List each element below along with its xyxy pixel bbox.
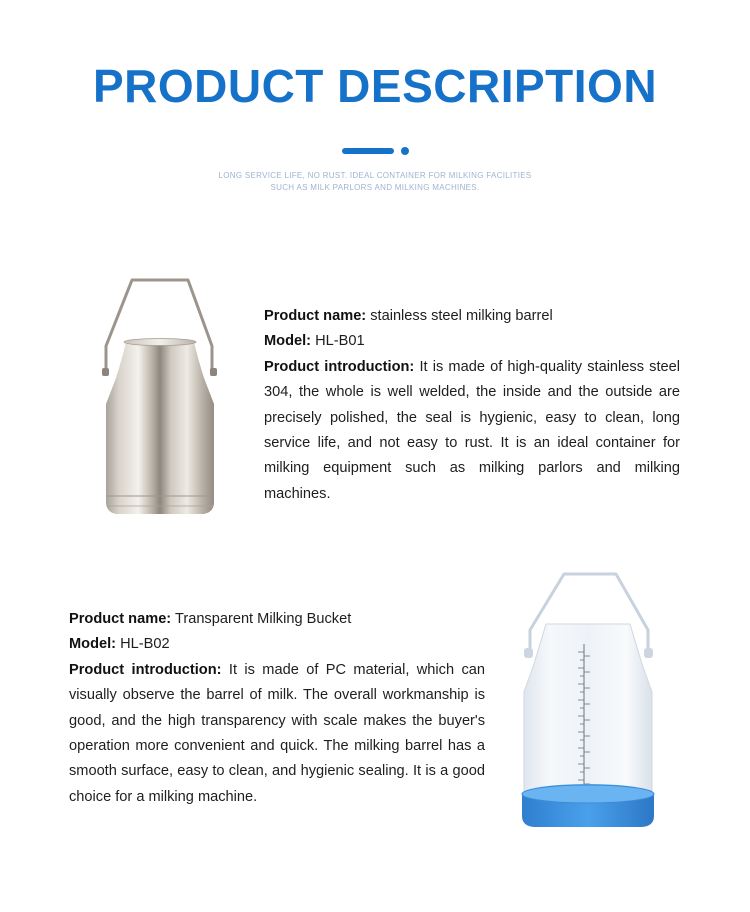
product-name-row	[264, 304, 680, 329]
introduction-row	[264, 355, 680, 507]
introduction-text: It is made of PC material, which can visually observe the barrel of milk. The overall workmanship is good, and the high transparency with scale makes the buyer's operation more convenient and quick. The milking barrel has a smooth surface, easy to clean, and hygienic sealing. It is a good choice for a milking machine.	[69, 661, 485, 805]
product-name-label: Product name:	[264, 308, 367, 324]
model-label: Model:	[69, 636, 117, 653]
transparent-bucket-image	[512, 564, 664, 836]
introduction-label: Product introduction:	[264, 358, 415, 375]
separator-dot	[401, 147, 409, 155]
product-name-label: Product name:	[69, 611, 172, 627]
model-row	[264, 329, 680, 354]
subtitle-line-1: LONG SERVICE LIFE, NO RUST. IDEAL CONTAINER FOR MILKING FACILITIES	[218, 171, 532, 180]
model-value: HL-B01	[315, 333, 365, 350]
model-row	[69, 632, 485, 657]
introduction-label: Product introduction:	[69, 661, 222, 678]
introduction-text: It is made of high-quality stainless steel 304, the whole is well welded, the inside and the outside are precisely polished, the seal is hygienic, easy to clean, long service life, and not easy to rust. It is an ideal container for milking equipment such as milking parlors and milking machines.	[264, 358, 680, 502]
product-name-value: stainless steel milking barrel	[370, 308, 553, 324]
product-description-2	[69, 607, 485, 810]
title-separator	[0, 147, 750, 155]
product-name-row	[69, 607, 485, 632]
product-name-value: Transparent Milking Bucket	[174, 611, 352, 627]
introduction-row	[69, 658, 485, 810]
separator-bar	[342, 148, 394, 154]
page-title: PRODUCT DESCRIPTION	[92, 60, 658, 112]
milk-can-icon	[90, 274, 230, 524]
model-value: HL-B02	[120, 636, 170, 653]
stainless-steel-barrel-image	[90, 274, 230, 524]
subtitle-line-2: SUCH AS MILK PARLORS AND MILKING MACHINES.	[270, 183, 480, 192]
subtitle	[0, 170, 750, 194]
transparent-bucket-icon	[512, 564, 664, 836]
model-label: Model:	[264, 333, 312, 350]
product-description-1	[264, 304, 680, 507]
